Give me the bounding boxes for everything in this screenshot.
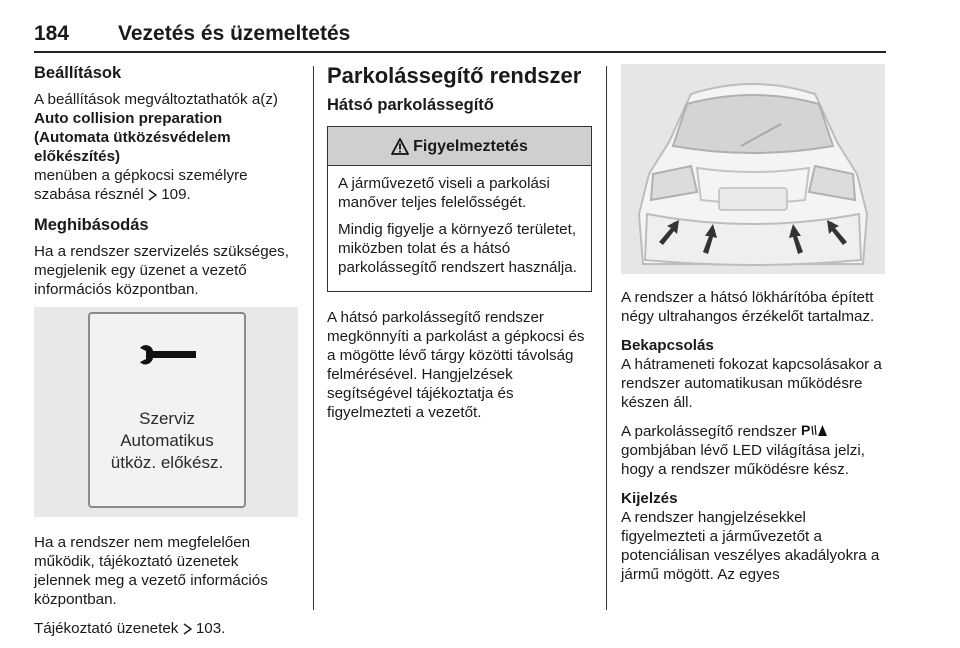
display-paragraph: A rendszer hangjelzésekkel figyelmezteti a járművezetőt a potenciálisan veszélyes akadályokra a jármű mögött. Az egyes	[621, 509, 880, 583]
settings-menu-name: Auto collision preparation (Automata ütközésvédelem előkészítés)	[34, 110, 231, 165]
warning-body	[328, 166, 591, 291]
page-number: 184	[34, 22, 70, 45]
fault-heading: Meghibásodás	[34, 216, 149, 234]
display-line1: Szerviz	[139, 409, 195, 428]
column-divider-1	[313, 66, 314, 610]
chapter-title: Vezetés és üzemeltetés	[118, 22, 351, 45]
display-line2: Automatikus	[120, 431, 214, 450]
info-messages-paragraph	[34, 619, 298, 638]
activation-heading: Bekapcsolás	[621, 337, 714, 354]
settings-line2: menüben a gépkocsi személyre szabása résznél	[34, 167, 248, 203]
settings-heading: Beállítások	[34, 64, 122, 82]
display-line3: ütköz. előkész.	[110, 453, 224, 472]
description-paragraph: A hátsó parkolássegítő rendszer megkönnyíti a parkolást a gépkocsi és a mögötte lévő tárgy közötti távolság felmérésével. Hangjelzések segítségével tájékoztatja és figyelmezteti a vezetőt.	[327, 309, 585, 421]
settings-ref: 109.	[161, 186, 191, 203]
malfunction-paragraph: Ha a rendszer nem megfelelően működik, tájékoztató üzenetek jelennek meg a vezető információs központban.	[34, 534, 268, 608]
settings-line1: A beállítások megváltoztathatók a(z)	[34, 91, 278, 108]
settings-paragraph	[34, 90, 298, 204]
car-rear-illustration	[621, 64, 885, 274]
display-panel	[88, 312, 246, 508]
page-header	[34, 22, 886, 52]
figure-caption: A rendszer a hátsó lökhárítóba épített négy ultrahangos érzékelőt tartalmaz.	[621, 289, 875, 325]
led-paragraph	[621, 422, 887, 479]
column-left	[34, 62, 298, 648]
wrench-icon	[138, 344, 198, 366]
main-heading: Parkolássegítő rendszer	[327, 63, 582, 88]
header-rule	[34, 51, 886, 53]
svg-text:P: P	[800, 422, 811, 438]
display-heading: Kijelzés	[621, 490, 678, 507]
led-text-after: gombjában lévő LED világítása jelzi, hogy a rendszer működésre kész.	[621, 442, 865, 478]
service-display-figure	[34, 307, 298, 517]
rear-park-heading: Hátsó parkolássegítő	[327, 96, 494, 114]
column-middle	[327, 62, 592, 432]
car-rear-figure	[621, 64, 885, 274]
column-divider-2	[606, 66, 607, 610]
display-message	[90, 408, 244, 474]
column-right	[621, 62, 887, 594]
warning-para1: A járművezető viseli a parkolási manőver teljes felelősségét.	[338, 175, 550, 211]
warning-para2: Mindig figyelje a környező területet, miközben tolat és a hátsó parkolássegítő rendszert használja.	[338, 221, 577, 276]
reference-arrow-icon	[148, 189, 157, 201]
park-assist-icon	[801, 422, 827, 438]
warning-header	[328, 127, 591, 166]
reference-arrow-icon	[183, 623, 192, 635]
activation-paragraph: A hátrameneti fokozat kapcsolásakor a rendszer automatikusan működésre készen áll.	[621, 356, 882, 411]
info-text: Tájékoztató üzenetek	[34, 620, 179, 637]
warning-box	[327, 126, 592, 292]
warning-title: Figyelmeztetés	[413, 137, 528, 155]
led-text-before: A parkolássegítő rendszer	[621, 423, 797, 440]
fault-paragraph: Ha a rendszer szervizelés szükséges, megjelenik egy üzenet a vezető információs központban.	[34, 243, 289, 298]
info-ref: 103.	[195, 620, 226, 637]
warning-triangle-icon	[391, 138, 409, 155]
